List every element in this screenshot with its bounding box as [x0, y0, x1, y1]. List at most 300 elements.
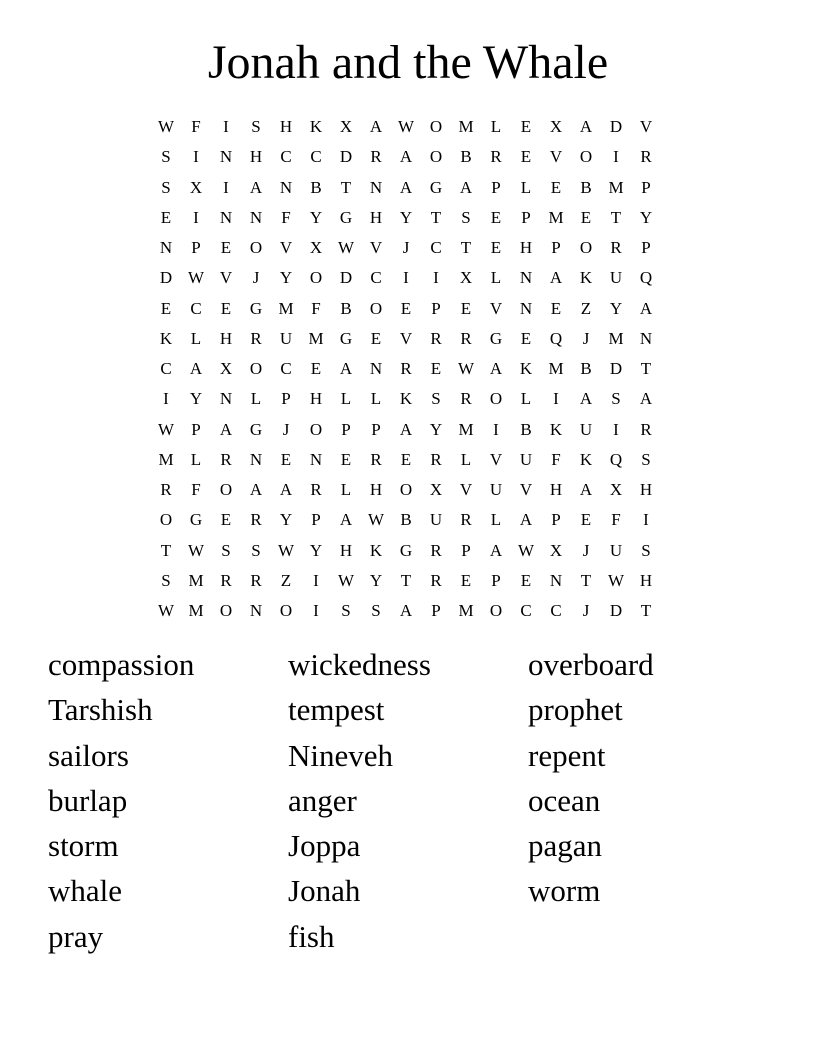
grid-letter: E	[460, 570, 472, 590]
grid-letter: E	[580, 510, 592, 530]
grid-letter: E	[580, 207, 592, 227]
grid-letter: G	[429, 177, 443, 197]
grid-letter: E	[520, 570, 532, 590]
grid-letter: V	[459, 480, 473, 500]
word-list-item: overboard	[528, 647, 654, 682]
grid-letter: T	[610, 207, 622, 227]
grid-letter: J	[402, 238, 410, 258]
grid-letter: E	[400, 449, 412, 469]
grid-letter: R	[400, 359, 412, 379]
grid-letter: E	[550, 177, 562, 197]
grid-letter: M	[458, 601, 474, 621]
grid-letter: O	[309, 268, 323, 288]
grid-letter: O	[429, 117, 443, 137]
grid-letter: F	[281, 207, 291, 227]
grid-letter: W	[607, 570, 625, 590]
grid-letter: O	[489, 601, 503, 621]
grid-letter: W	[157, 117, 175, 137]
grid-letter: E	[220, 510, 232, 530]
grid-letter: D	[609, 117, 623, 137]
grid-letter: V	[519, 480, 533, 500]
grid-letter: S	[611, 389, 621, 409]
grid-letter: A	[579, 117, 593, 137]
grid-letter: X	[339, 117, 353, 137]
grid-letter: X	[549, 117, 563, 137]
grid-letter: P	[491, 570, 501, 590]
grid-letter: M	[188, 601, 204, 621]
word-list-item: anger	[288, 782, 357, 818]
grid-letter: N	[369, 177, 383, 197]
grid-letter: M	[158, 449, 174, 469]
grid-letter: L	[490, 117, 502, 137]
grid-letter: S	[161, 177, 171, 197]
grid-row	[151, 505, 661, 535]
grid-row	[151, 142, 661, 172]
grid-letter: L	[520, 177, 532, 197]
grid-letter: N	[279, 177, 293, 197]
grid-letter: R	[160, 480, 172, 500]
grid-letter: P	[461, 540, 471, 560]
grid-letter: R	[310, 480, 322, 500]
grid-letter: U	[519, 449, 533, 469]
grid-letter: A	[369, 117, 383, 137]
grid-letter: O	[579, 238, 593, 258]
word-list-item: tempest	[288, 692, 385, 728]
grid-letter: A	[489, 540, 503, 560]
grid-letter: A	[579, 389, 593, 409]
grid-letter: S	[641, 449, 651, 469]
grid-row	[151, 173, 661, 203]
grid-letter: P	[551, 238, 561, 258]
grid-letter: P	[431, 601, 441, 621]
grid-letter: I	[163, 389, 169, 409]
grid-letter: C	[190, 298, 202, 318]
grid-letter: L	[340, 480, 352, 500]
grid-letter: R	[640, 147, 652, 167]
grid-letter: F	[611, 510, 621, 530]
grid-letter: K	[159, 328, 173, 348]
grid-letter: N	[639, 328, 653, 348]
grid-letter: W	[157, 601, 175, 621]
grid-letter: W	[277, 540, 295, 560]
grid-letter: J	[282, 419, 290, 439]
grid-letter: E	[340, 449, 352, 469]
grid-letter: H	[339, 540, 353, 560]
grid-letter: X	[609, 480, 623, 500]
grid-letter: P	[521, 207, 531, 227]
grid-letter: A	[639, 298, 653, 318]
grid-letter: I	[613, 147, 619, 167]
grid-letter: M	[608, 177, 624, 197]
grid-letter: L	[520, 389, 532, 409]
grid-letter: R	[430, 328, 442, 348]
grid-letter: V	[279, 238, 293, 258]
grid-letter: Y	[309, 207, 323, 227]
grid-letter: A	[519, 510, 533, 530]
grid-letter: P	[551, 510, 561, 530]
grid-letter: C	[280, 359, 292, 379]
grid-letter: E	[550, 298, 562, 318]
grid-letter: I	[193, 147, 199, 167]
grid-letter: W	[517, 540, 535, 560]
grid-letter: S	[641, 540, 651, 560]
grid-letter: E	[160, 298, 172, 318]
word-list-item: fish	[288, 918, 335, 954]
grid-row	[151, 112, 661, 142]
grid-row	[151, 203, 661, 233]
grid-letter: I	[193, 207, 199, 227]
grid-letter: X	[219, 359, 233, 379]
grid-letter: P	[191, 419, 201, 439]
grid-letter: I	[223, 177, 229, 197]
grid-letter: M	[458, 419, 474, 439]
grid-letter: E	[160, 207, 172, 227]
grid-letter: N	[309, 449, 323, 469]
grid-letter: R	[460, 510, 472, 530]
grid-letter: E	[280, 449, 292, 469]
grid-letter: E	[490, 207, 502, 227]
grid-letter: W	[367, 510, 385, 530]
grid-letter: N	[549, 570, 563, 590]
grid-letter: O	[489, 389, 503, 409]
grid-letter: F	[551, 449, 561, 469]
grid-letter: N	[219, 147, 233, 167]
word-list-item: worm	[528, 873, 601, 909]
grid-letter: A	[249, 480, 263, 500]
grid-letter: E	[520, 147, 532, 167]
word-list-item: pagan	[528, 828, 603, 864]
grid-letter: W	[337, 238, 355, 258]
grid-letter: K	[579, 268, 593, 288]
word-list	[48, 642, 768, 959]
grid-letter: G	[339, 328, 353, 348]
grid-letter: V	[369, 238, 383, 258]
grid-letter: W	[457, 359, 475, 379]
grid-letter: D	[609, 601, 623, 621]
grid-letter: C	[550, 601, 562, 621]
grid-letter: R	[250, 570, 262, 590]
grid-letter: U	[609, 540, 623, 560]
grid-letter: P	[641, 238, 651, 258]
grid-letter: A	[579, 480, 593, 500]
grid-letter: K	[579, 449, 593, 469]
grid-letter: U	[609, 268, 623, 288]
grid-letter: S	[371, 601, 381, 621]
grid-letter: H	[639, 570, 653, 590]
grid-letter: I	[493, 419, 499, 439]
grid-letter: K	[519, 359, 533, 379]
grid-row	[151, 536, 661, 566]
grid-letter: V	[639, 117, 653, 137]
grid-letter: Q	[609, 449, 623, 469]
grid-letter: C	[370, 268, 382, 288]
grid-letter: O	[579, 147, 593, 167]
grid-letter: D	[339, 268, 353, 288]
word-list-item: Nineveh	[288, 737, 394, 773]
grid-letter: G	[249, 419, 263, 439]
grid-letter: S	[341, 601, 351, 621]
grid-letter: B	[580, 177, 592, 197]
grid-letter: S	[431, 389, 441, 409]
grid-letter: I	[613, 419, 619, 439]
grid-letter: N	[249, 449, 263, 469]
grid-letter: R	[610, 238, 622, 258]
grid-letter: A	[249, 177, 263, 197]
grid-letter: N	[219, 389, 233, 409]
grid-letter: T	[640, 601, 652, 621]
grid-letter: G	[249, 298, 263, 318]
grid-letter: B	[400, 510, 412, 530]
grid-letter: P	[191, 238, 201, 258]
grid-letter: E	[220, 298, 232, 318]
grid-letter: J	[582, 540, 590, 560]
grid-letter: R	[430, 570, 442, 590]
grid-letter: N	[249, 207, 263, 227]
grid-letter: A	[489, 359, 503, 379]
grid-letter: R	[460, 389, 472, 409]
grid-letter: P	[311, 510, 321, 530]
grid-letter: A	[219, 419, 233, 439]
grid-letter: R	[490, 147, 502, 167]
grid-letter: I	[223, 117, 229, 137]
grid-letter: O	[279, 601, 293, 621]
grid-letter: D	[609, 359, 623, 379]
grid-letter: E	[460, 298, 472, 318]
grid-letter: N	[159, 238, 173, 258]
grid-letter: J	[582, 601, 590, 621]
grid-letter: R	[220, 570, 232, 590]
grid-letter: L	[460, 449, 472, 469]
grid-letter: W	[187, 268, 205, 288]
grid-letter: V	[549, 147, 563, 167]
grid-letter: A	[339, 510, 353, 530]
grid-letter: A	[339, 359, 353, 379]
word-list-item: sailors	[48, 737, 129, 773]
grid-letter: S	[221, 540, 231, 560]
grid-letter: E	[400, 298, 412, 318]
grid-letter: D	[159, 268, 173, 288]
grid-letter: P	[431, 298, 441, 318]
grid-letter: A	[399, 147, 413, 167]
grid-letter: N	[219, 207, 233, 227]
word-list-item: prophet	[528, 692, 623, 728]
grid-row	[151, 263, 661, 293]
grid-letter: K	[309, 117, 323, 137]
grid-letter: L	[190, 328, 202, 348]
grid-letter: M	[458, 117, 474, 137]
grid-letter: M	[278, 298, 294, 318]
grid-row	[151, 324, 661, 354]
grid-letter: I	[313, 570, 319, 590]
grid-letter: X	[549, 540, 563, 560]
grid-letter: O	[429, 147, 443, 167]
grid-letter: S	[161, 147, 171, 167]
grid-letter: D	[339, 147, 353, 167]
grid-letter: Y	[279, 268, 293, 288]
grid-letter: F	[311, 298, 321, 318]
grid-letter: M	[188, 570, 204, 590]
grid-letter: S	[461, 207, 471, 227]
grid-letter: R	[430, 540, 442, 560]
word-list-item: Jonah	[288, 873, 361, 909]
grid-letter: G	[189, 510, 203, 530]
grid-row	[151, 354, 661, 384]
grid-letter: Y	[609, 298, 623, 318]
grid-letter: P	[281, 389, 291, 409]
word-list-item: ocean	[528, 782, 601, 818]
grid-row	[151, 596, 661, 626]
grid-letter: I	[313, 601, 319, 621]
grid-row	[151, 475, 661, 505]
word-list-item: pray	[48, 918, 104, 954]
grid-letter: O	[399, 480, 413, 500]
grid-letter: Y	[639, 207, 653, 227]
grid-letter: Y	[279, 510, 293, 530]
grid-letter: Y	[429, 419, 443, 439]
page-title: Jonah and the Whale	[207, 36, 609, 89]
grid-letter: A	[399, 601, 413, 621]
grid-letter: I	[643, 510, 649, 530]
grid-letter: L	[250, 389, 262, 409]
grid-letter: C	[520, 601, 532, 621]
grid-letter: O	[369, 298, 383, 318]
grid-row	[151, 233, 661, 263]
grid-letter: V	[399, 328, 413, 348]
grid-letter: N	[519, 298, 533, 318]
grid-letter: T	[430, 207, 442, 227]
grid-letter: I	[433, 268, 439, 288]
grid-letter: H	[639, 480, 653, 500]
grid-letter: O	[159, 510, 173, 530]
grid-letter: C	[160, 359, 172, 379]
grid-letter: F	[191, 480, 201, 500]
grid-letter: V	[489, 449, 503, 469]
grid-letter: G	[399, 540, 413, 560]
grid-letter: S	[251, 540, 261, 560]
grid-letter: J	[582, 328, 590, 348]
grid-letter: F	[191, 117, 201, 137]
grid-letter: P	[371, 419, 381, 439]
word-list-item: Joppa	[288, 828, 361, 864]
grid-letter: Z	[280, 570, 292, 590]
grid-letter: V	[219, 268, 233, 288]
grid-letter: R	[250, 328, 262, 348]
grid-letter: E	[520, 117, 532, 137]
grid-letter: B	[340, 298, 352, 318]
grid-letter: U	[279, 328, 293, 348]
grid-letter: W	[157, 419, 175, 439]
grid-letter: I	[553, 389, 559, 409]
grid-row	[151, 445, 661, 475]
grid-letter: B	[520, 419, 532, 439]
word-list-item: storm	[48, 828, 119, 864]
grid-letter: O	[249, 238, 263, 258]
grid-letter: G	[339, 207, 353, 227]
grid-letter: B	[460, 147, 472, 167]
grid-letter: R	[370, 147, 382, 167]
grid-letter: A	[279, 480, 293, 500]
grid-letter: N	[519, 268, 533, 288]
grid-letter: X	[309, 238, 323, 258]
word-list-item: burlap	[48, 782, 128, 818]
grid-letter: K	[549, 419, 563, 439]
grid-letter: R	[220, 449, 232, 469]
grid-letter: S	[161, 570, 171, 590]
grid-letter: W	[337, 570, 355, 590]
grid-letter: C	[430, 238, 442, 258]
grid-letter: T	[580, 570, 592, 590]
grid-letter: U	[489, 480, 503, 500]
grid-letter: O	[219, 480, 233, 500]
grid-letter: H	[249, 147, 263, 167]
grid-letter: H	[279, 117, 293, 137]
grid-letter: R	[250, 510, 262, 530]
grid-letter: G	[489, 328, 503, 348]
grid-letter: O	[249, 359, 263, 379]
grid-letter: R	[370, 449, 382, 469]
grid-letter: C	[280, 147, 292, 167]
grid-letter: P	[641, 177, 651, 197]
grid-letter: U	[579, 419, 593, 439]
grid-letter: L	[490, 510, 502, 530]
grid-letter: C	[310, 147, 322, 167]
grid-letter: M	[308, 328, 324, 348]
grid-letter: E	[310, 359, 322, 379]
grid-letter: I	[403, 268, 409, 288]
grid-letter: U	[429, 510, 443, 530]
grid-letter: Y	[189, 389, 203, 409]
grid-row	[151, 415, 661, 445]
grid-letter: A	[549, 268, 563, 288]
grid-letter: O	[219, 601, 233, 621]
grid-letter: P	[341, 419, 351, 439]
grid-letter: W	[397, 117, 415, 137]
grid-letter: X	[429, 480, 443, 500]
grid-letter: E	[430, 359, 442, 379]
grid-letter: M	[548, 207, 564, 227]
letter-grid	[151, 112, 661, 626]
grid-letter: H	[369, 207, 383, 227]
word-list-item: wickedness	[288, 647, 431, 682]
grid-letter: J	[252, 268, 260, 288]
grid-letter: E	[490, 238, 502, 258]
grid-letter: Z	[580, 298, 592, 318]
grid-letter: Y	[309, 540, 323, 560]
grid-letter: T	[400, 570, 412, 590]
grid-letter: A	[639, 389, 653, 409]
grid-letter: H	[519, 238, 533, 258]
grid-letter: H	[549, 480, 563, 500]
grid-letter: K	[369, 540, 383, 560]
grid-letter: L	[190, 449, 202, 469]
grid-letter: H	[219, 328, 233, 348]
grid-letter: T	[160, 540, 172, 560]
grid-letter: T	[460, 238, 472, 258]
grid-letter: L	[370, 389, 382, 409]
grid-letter: L	[340, 389, 352, 409]
grid-letter: N	[369, 359, 383, 379]
grid-letter: B	[310, 177, 322, 197]
grid-letter: L	[490, 268, 502, 288]
grid-letter: K	[399, 389, 413, 409]
word-list-item: compassion	[48, 647, 195, 682]
grid-letter: X	[459, 268, 473, 288]
grid-letter: R	[460, 328, 472, 348]
grid-letter: R	[430, 449, 442, 469]
word-list-item: whale	[48, 873, 123, 909]
grid-letter: X	[189, 177, 203, 197]
grid-letter: S	[251, 117, 261, 137]
